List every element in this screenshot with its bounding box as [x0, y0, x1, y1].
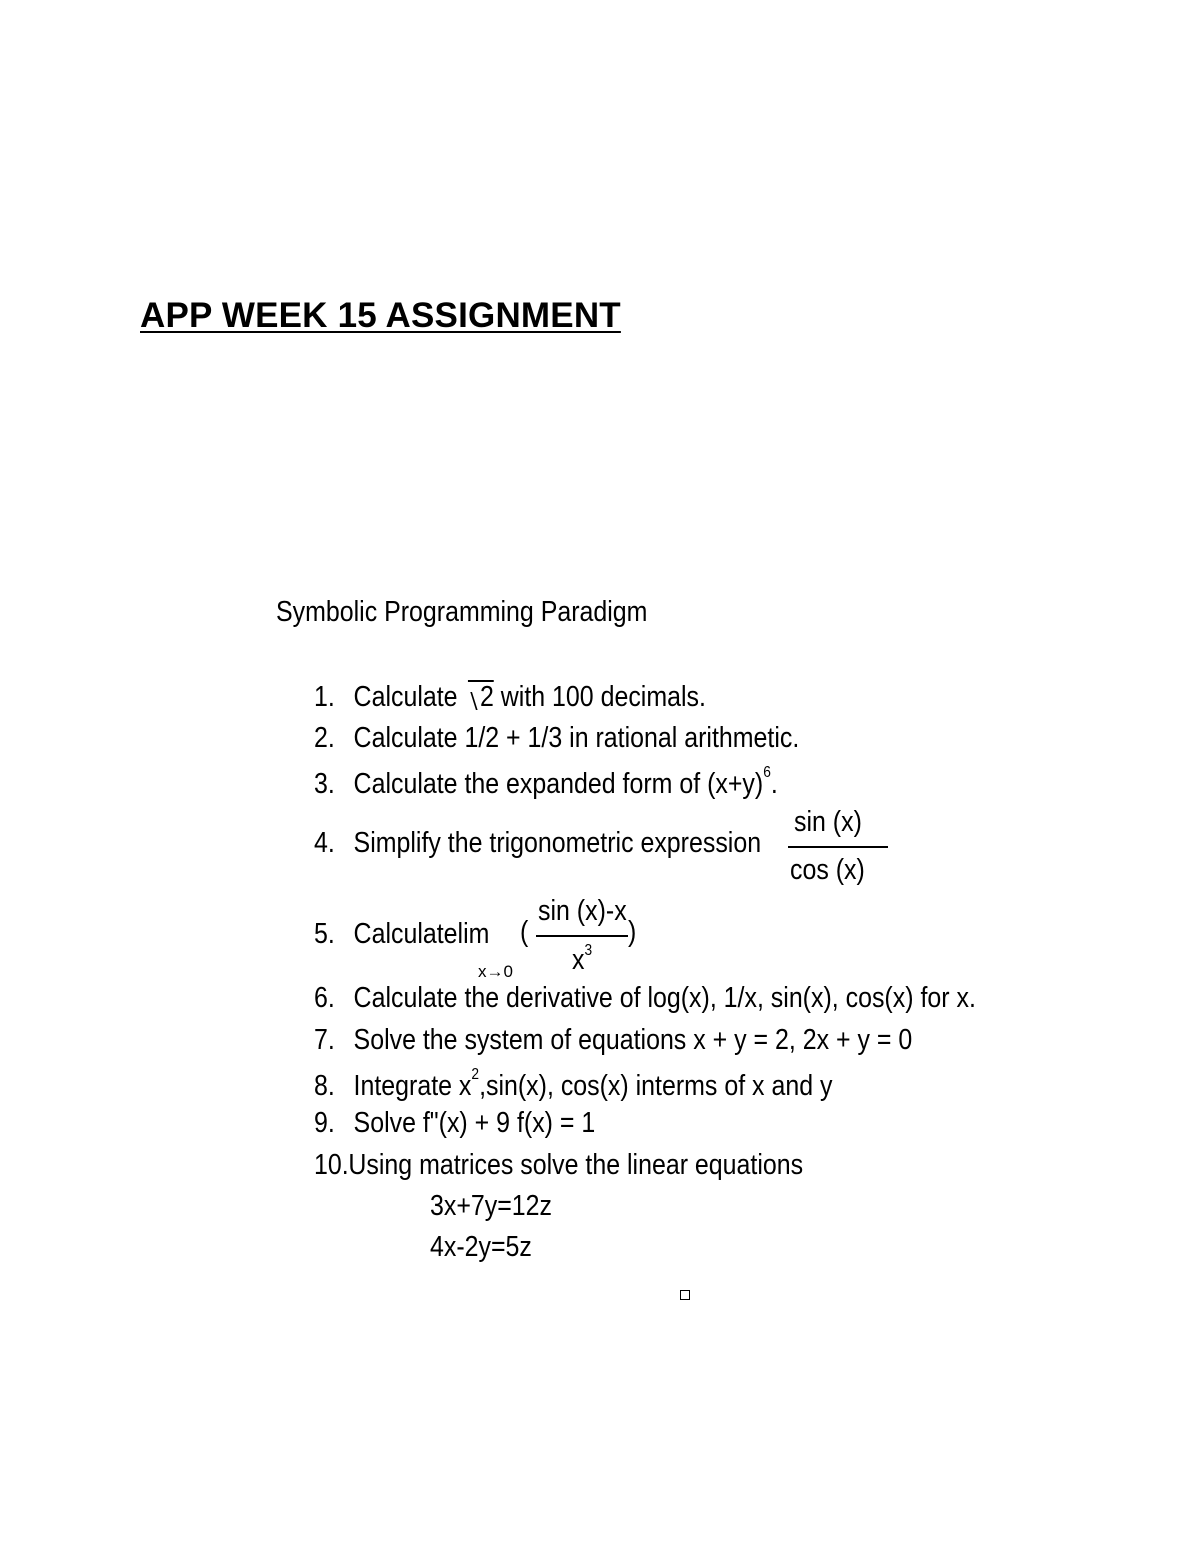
item-text-post: .	[770, 768, 778, 800]
list-item-3	[314, 764, 778, 801]
exponent: 2	[471, 1066, 480, 1083]
square-glyph-icon	[680, 1290, 690, 1300]
fraction-bar	[788, 846, 888, 848]
item-number: 1.	[314, 681, 335, 713]
item-number: 5.	[314, 918, 335, 950]
list-item-9	[314, 1107, 595, 1140]
fraction-numerator: sin (x)-x	[538, 895, 627, 927]
item-text: Solve the system of equations x + y = 2, 2x + y = 0	[353, 1024, 913, 1056]
list-item-7	[314, 1024, 912, 1057]
fraction-denominator: cos (x)	[790, 854, 865, 886]
item-text-pre: Calculate the expanded form of (x+y)	[353, 768, 764, 800]
item-text-post: with 100 decimals.	[500, 681, 706, 713]
limit-subscript: x→0	[478, 962, 513, 981]
item-number: 7.	[314, 1024, 335, 1056]
list-item-1	[314, 680, 706, 714]
page-title: APP WEEK 15 ASSIGNMENT	[140, 296, 621, 335]
item-number: 6.	[314, 982, 335, 1014]
list-item-4	[314, 827, 761, 860]
list-item-5	[314, 918, 489, 951]
fraction-numerator: sin (x)	[794, 806, 862, 838]
item-text-pre: Calculate	[353, 681, 458, 713]
list-item-10	[314, 1149, 803, 1182]
item-number: 8.	[314, 1070, 335, 1102]
list-item-2	[314, 722, 799, 755]
open-paren: (	[520, 916, 529, 948]
list-item-6	[314, 982, 976, 1015]
item-text-post: ,sin(x), cos(x) interms of x and y	[479, 1070, 833, 1102]
exponent: 6	[763, 764, 771, 781]
radicand: 2	[479, 681, 494, 713]
equation-2: 4x-2y=5z	[430, 1231, 532, 1263]
item-text-pre: Integrate x	[353, 1070, 472, 1102]
item-number: 3.	[314, 768, 335, 800]
fraction-denominator	[572, 942, 592, 977]
section-subtitle: Symbolic Programming Paradigm	[276, 596, 648, 628]
item-text: Simplify the trigonometric expression	[353, 827, 762, 859]
close-paren: )	[628, 916, 637, 948]
denominator-exponent: 3	[584, 942, 593, 959]
item-text: Calculate 1/2 + 1/3 in rational arithmetic.	[353, 722, 800, 754]
equation-1: 3x+7y=12z	[430, 1190, 553, 1222]
item-text: Calculatelim	[353, 918, 490, 950]
item-text: Using matrices solve the linear equations	[348, 1149, 804, 1181]
denominator-base: x	[572, 944, 585, 976]
fraction-bar	[536, 935, 628, 937]
item-text: Solve f"(x) + 9 f(x) = 1	[353, 1107, 596, 1139]
sqrt-symbol	[468, 680, 494, 712]
item-number: 9.	[314, 1107, 335, 1139]
item-text: Calculate the derivative of log(x), 1/x, sin(x), cos(x) for x.	[353, 982, 976, 1014]
item-number: 4.	[314, 827, 335, 859]
item-number: 2.	[314, 722, 335, 754]
list-item-8	[314, 1066, 832, 1103]
item-number: 10.	[314, 1149, 349, 1181]
